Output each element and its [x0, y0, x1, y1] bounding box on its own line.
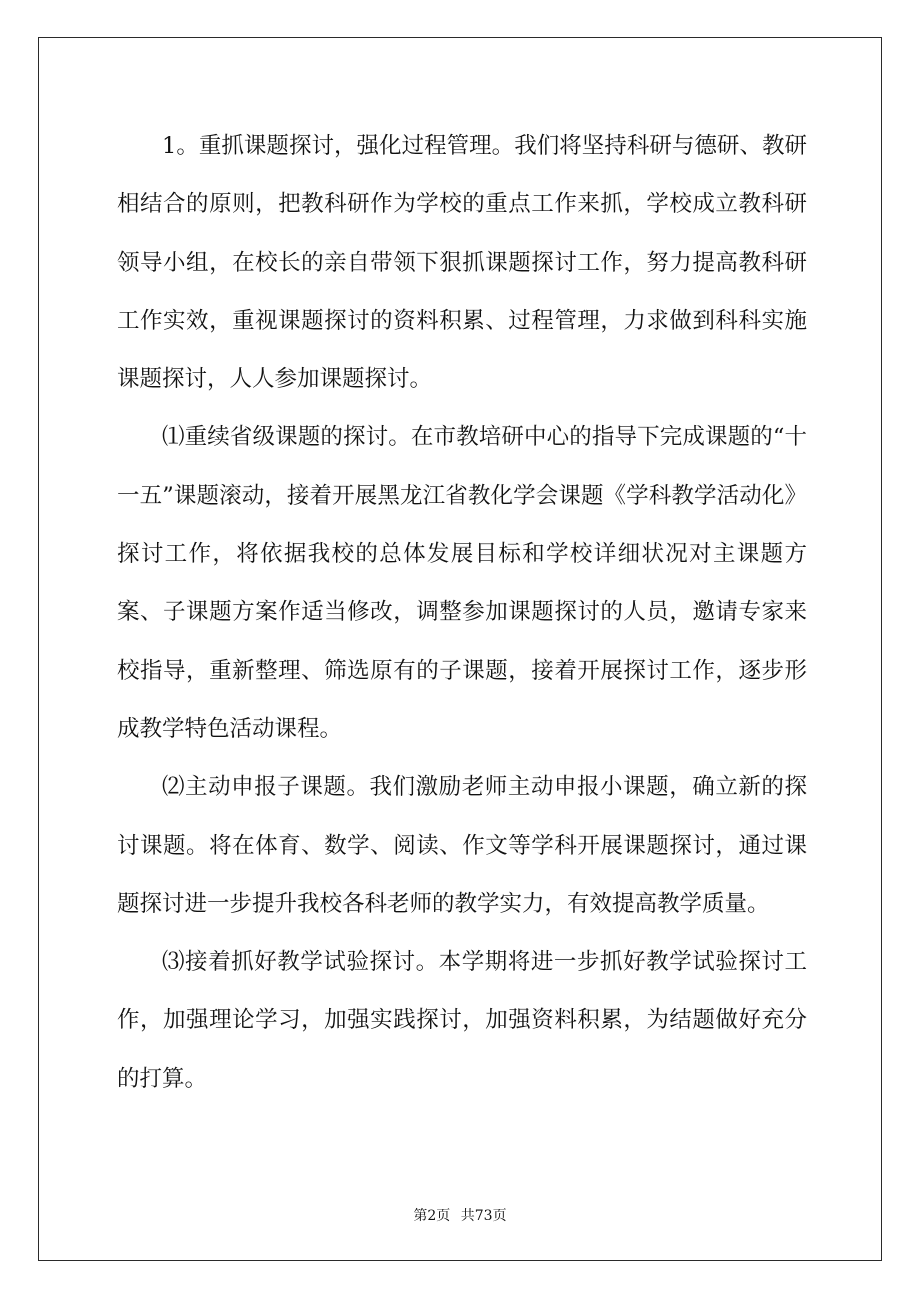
page-number: 第2页 [413, 1208, 451, 1224]
paragraph-4: ⑶接着抓好教学试验探讨。本学期将进一步抓好教学试验探讨工作，加强理论学习，加强实践探讨，加强资料积累，为结题做好充分的打算。 [117, 949, 807, 1092]
paragraph-2: ⑴重续省级课题的探讨。在市教培研中心的指导下完成课题的“十一五”课题滚动，接着开展黑龙江省教化学会课题《学科教学活动化》探讨工作，将依据我校的总体发展目标和学校详细状况对主课题方案、子课题方案作适当修改，调整参加课题探讨的人员，邀请专家来校指导，重新整理、筛选原有的子课题，接着开展探讨工作，逐步形成教学特色活动课程。 [117, 424, 807, 742]
paragraph-3: ⑵主动申报子课题。我们激励老师主动申报小课题，确立新的探讨课题。将在体育、数学、阅读、作文等学科开展课题探讨，通过课题探讨进一步提升我校各科老师的教学实力，有效提高教学质量。 [117, 774, 807, 917]
total-pages: 共73页 [460, 1208, 507, 1224]
paragraph-1: 1。重抓课题探讨，强化过程管理。我们将坚持科研与德研、教研相结合的原则，把教科研作为学校的重点工作来抓，学校成立教科研领导小组，在校长的亲自带领下狠抓课题探讨工作，努力提高教科研工作实效，重视课题探讨的资料积累、过程管理，力求做到科科实施课题探讨，人人参加课题探讨。 [117, 133, 807, 393]
document-body [117, 117, 807, 1108]
page-footer [0, 1205, 920, 1225]
